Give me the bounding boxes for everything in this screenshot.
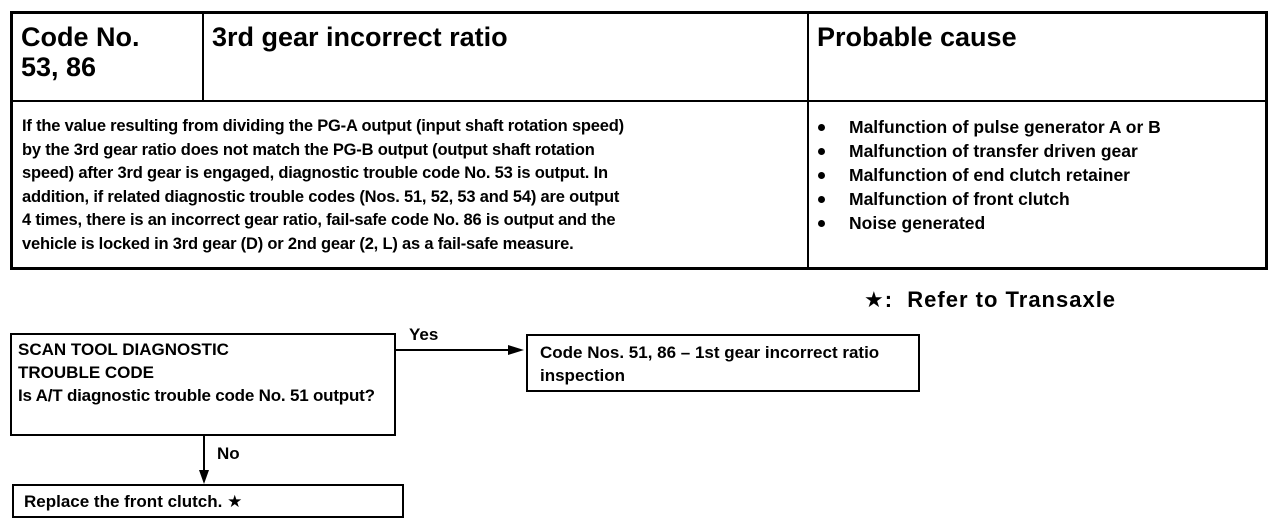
no-arrow-head bbox=[199, 470, 209, 484]
yes-result-text: Code Nos. 51, 86 – 1st gear incorrect ratio inspection bbox=[540, 343, 880, 385]
scan-tool-question-box bbox=[10, 333, 396, 436]
cause-item: Malfunction of front clutch bbox=[813, 187, 1263, 211]
table-title: 3rd gear incorrect ratio bbox=[212, 22, 508, 52]
table-divider bbox=[13, 100, 1265, 102]
yes-result-box bbox=[526, 334, 920, 392]
bullet-icon bbox=[818, 196, 825, 203]
cause-item: Malfunction of transfer driven gear bbox=[813, 139, 1263, 163]
reference-note-text: Refer to Transaxle bbox=[907, 287, 1117, 312]
question-title-line2: TROUBLE CODE bbox=[18, 363, 154, 382]
bullet-icon bbox=[818, 124, 825, 131]
table-divider bbox=[807, 14, 809, 267]
probable-cause-header: Probable cause bbox=[817, 22, 1017, 52]
cause-item: Malfunction of end clutch retainer bbox=[813, 163, 1263, 187]
yes-label: Yes bbox=[409, 325, 439, 344]
no-label: No bbox=[217, 444, 240, 463]
diagnostic-table bbox=[10, 11, 1268, 270]
no-result-box bbox=[12, 484, 404, 518]
table-divider bbox=[202, 14, 204, 100]
code-numbers: 53, 86 bbox=[21, 52, 97, 82]
code-number-cell bbox=[21, 22, 199, 82]
bullet-icon bbox=[818, 172, 825, 179]
question-body: Is A/T diagnostic trouble code No. 51 output? bbox=[18, 386, 375, 405]
bullet-icon bbox=[818, 148, 825, 155]
code-label: Code No. bbox=[21, 22, 140, 52]
no-result-text: Replace the front clutch. ★ bbox=[24, 492, 243, 511]
bullet-icon bbox=[818, 220, 825, 227]
cause-item: Malfunction of pulse generator A or B bbox=[813, 115, 1263, 139]
question-title-line1: SCAN TOOL DIAGNOSTIC bbox=[18, 340, 229, 359]
cause-item: Noise generated bbox=[813, 211, 1263, 235]
yes-arrow-head bbox=[508, 345, 524, 355]
probable-cause-list bbox=[813, 115, 1263, 235]
star-symbol: ★: bbox=[864, 287, 894, 312]
reference-note bbox=[864, 287, 1116, 313]
fault-description: If the value resulting from dividing the PG-A output (input shaft rotation speed) by the 3rd gear ratio does not match the PG-B output (output shaft rotation speed) after 3rd gear is engaged, diagnostic trouble code No. 53 is output. In addition, if related diagnostic trouble codes (Nos. 51, 52, 53 and 54) are output 4 times, there is an incorrect gear ratio, fail-safe code No. 86 is output and the vehicle is locked in 3rd gear (D) or 2nd gear (2, L) as a fail-safe measure. bbox=[22, 117, 624, 253]
